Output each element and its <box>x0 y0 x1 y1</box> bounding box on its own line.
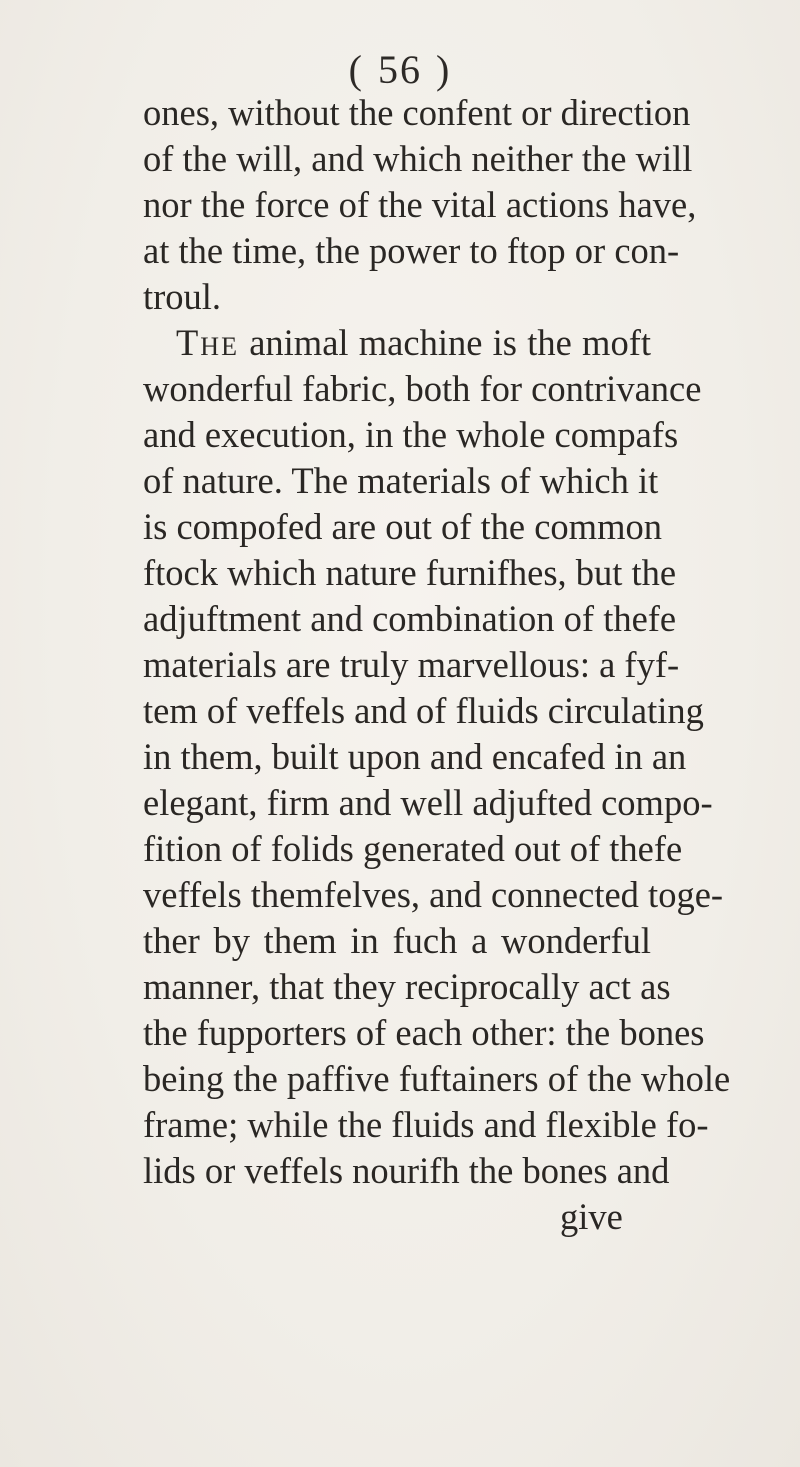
text-line-5: troul. <box>143 276 222 317</box>
text-line-18: veffels themfelves, and connected toge- <box>143 874 724 915</box>
text-line-17: fition of folids generated out of thefe <box>143 828 683 869</box>
text-line-16: elegant, firm and well adjufted compo- <box>143 782 713 823</box>
header-open-paren: ( <box>348 47 364 92</box>
text-line-22: being the paffive fuftainers of the whole <box>143 1058 731 1099</box>
text-line-15: in them, built upon and encafed in an <box>143 736 687 777</box>
text-line-1: ones, without the confent or direction <box>143 92 691 133</box>
text-line-12: adjuftment and combination of thefe <box>143 598 677 639</box>
text-line-9: of nature. The materials of which it <box>143 460 659 501</box>
text-line-23: frame; while the fluids and flexible fo- <box>143 1104 709 1145</box>
text-line-2: of the will, and which neither the will <box>143 138 693 179</box>
text-line-20: manner, that they reciprocally act as <box>143 966 671 1007</box>
header-close-paren: ) <box>436 47 452 92</box>
catchword: give <box>560 1196 623 1237</box>
text-line-19: ther by them in fuch a wonderful <box>143 920 651 961</box>
text-line-10: is compofed are out of the common <box>143 506 662 547</box>
text-line-11: ftock which nature furnifhes, but the <box>143 552 677 593</box>
paragraph-start-word: The <box>176 322 239 363</box>
text-line-21: the fupporters of each other: the bones <box>143 1012 705 1053</box>
page-header <box>0 46 800 94</box>
text-line-3: nor the force of the vital actions have, <box>143 184 697 225</box>
text-line-8: and execution, in the whole compafs <box>143 414 679 455</box>
text-line-6-rest: animal machine is the moft <box>249 322 651 363</box>
text-line-24: lids or veffels nourifh the bones and <box>143 1150 670 1191</box>
text-line-6 <box>176 320 651 366</box>
text-line-4: at the time, the power to ftop or con- <box>143 230 680 271</box>
text-line-14: tem of veffels and of fluids circulating <box>143 690 704 731</box>
text-line-13: materials are truly marvellous: a fyf- <box>143 644 680 685</box>
page-number: 56 <box>378 47 422 92</box>
text-line-7: wonderful fabric, both for contrivance <box>143 368 702 409</box>
